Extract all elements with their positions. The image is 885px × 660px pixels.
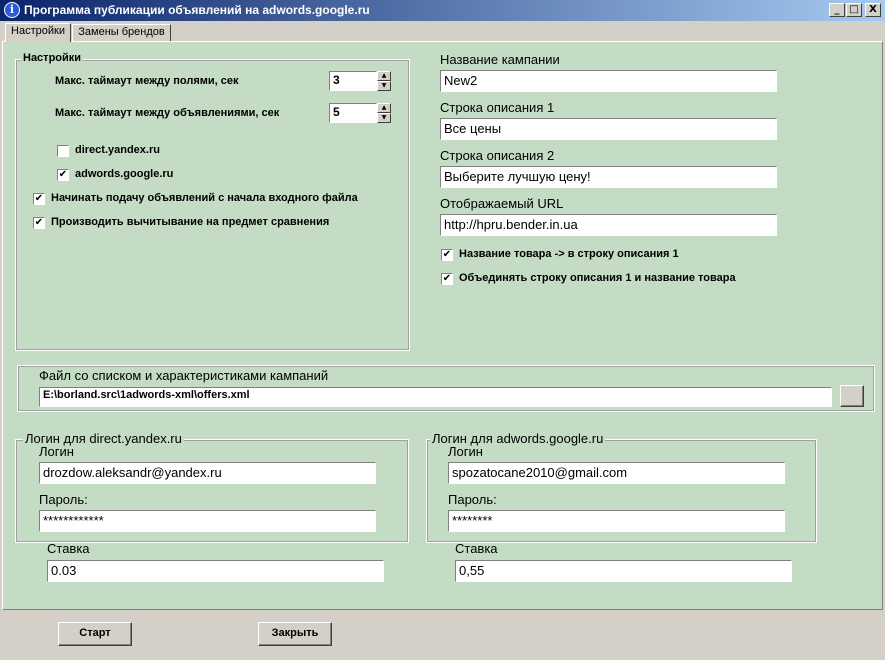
google-login-label: Логин: [448, 444, 483, 459]
timeout-ads-down-button[interactable]: ▼: [377, 113, 391, 123]
campaign-name-label: Название кампании: [440, 52, 560, 67]
google-login-input[interactable]: spozatocane2010@gmail.com: [448, 462, 785, 484]
desc1-input[interactable]: Все цены: [440, 118, 777, 140]
direct-yandex-label: direct.yandex.ru: [75, 144, 160, 156]
minimize-button[interactable]: _: [829, 3, 845, 17]
yandex-login-input[interactable]: drozdow.aleksandr@yandex.ru: [39, 462, 376, 484]
tab-settings-label: Настройки: [11, 25, 65, 37]
timeout-fields-up-button[interactable]: ▲: [377, 71, 391, 81]
google-password-input[interactable]: ********: [448, 510, 785, 532]
yandex-login-label: Логин: [39, 444, 74, 459]
settings-legend: Настройки: [23, 52, 82, 64]
google-login-legend: Логин для adwords.google.ru: [432, 431, 604, 446]
desc1-label: Строка описания 1: [440, 100, 555, 115]
close-button[interactable]: X: [865, 3, 881, 17]
product-to-desc-checkbox[interactable]: ✔: [442, 249, 452, 260]
google-password-label: Пароль:: [448, 492, 497, 507]
timeout-ads-up-button[interactable]: ▲: [377, 103, 391, 113]
maximize-button[interactable]: □: [846, 3, 862, 17]
bid-right-input[interactable]: 0,55: [455, 560, 792, 582]
timeout-fields-label: Макс. таймаут между полями, сек: [55, 75, 239, 87]
info-icon: i: [4, 2, 20, 18]
display-url-label: Отображаемый URL: [440, 196, 564, 211]
subtract-compare-checkbox[interactable]: ✔: [34, 217, 44, 228]
product-to-desc-label: Название товара -> в строку описания 1: [459, 248, 679, 260]
direct-yandex-checkbox[interactable]: [57, 145, 69, 157]
window-title: Программа публикации объявлений на adwords.google.ru: [24, 3, 370, 17]
timeout-ads-input[interactable]: 5: [329, 103, 377, 123]
timeout-fields-input[interactable]: 3: [329, 71, 377, 91]
merge-desc-label: Объединять строку описания 1 и название товара: [459, 272, 736, 284]
yandex-login-legend: Логин для direct.yandex.ru: [25, 431, 182, 446]
adwords-google-checkbox[interactable]: ✔: [58, 169, 68, 180]
browse-file-button[interactable]: [840, 385, 864, 407]
bid-right-label: Ставка: [455, 541, 498, 556]
bid-left-input[interactable]: 0.03: [47, 560, 384, 582]
tab-brand-replacements[interactable]: [72, 24, 171, 42]
timeout-ads-label: Макс. таймаут между объявлениями, сек: [55, 107, 280, 119]
settings-page: [2, 41, 883, 610]
campaign-name-input[interactable]: New2: [440, 70, 777, 92]
tab-settings[interactable]: [5, 23, 71, 42]
file-legend: Файл со списком и характеристиками кампаний: [39, 368, 329, 383]
timeout-fields-down-button[interactable]: ▼: [377, 81, 391, 91]
merge-desc-checkbox[interactable]: ✔: [442, 273, 452, 284]
start-from-begin-checkbox[interactable]: ✔: [34, 193, 44, 204]
yandex-password-label: Пароль:: [39, 492, 88, 507]
desc2-label: Строка описания 2: [440, 148, 555, 163]
desc2-input[interactable]: Выберите лучшую цену!: [440, 166, 777, 188]
close-dialog-button[interactable]: Закрыть: [258, 622, 332, 646]
yandex-password-input[interactable]: ************: [39, 510, 376, 532]
file-path-input[interactable]: E:\borland.src\1adwords-xml\offers.xml: [39, 387, 832, 407]
subtract-compare-label: Производить вычитывание на предмет сравнения: [51, 216, 330, 228]
bid-left-label: Ставка: [47, 541, 90, 556]
start-from-begin-label: Начинать подачу объявлений с начала входного файла: [51, 192, 358, 204]
tab-brand-replacements-label: Замены брендов: [78, 26, 165, 38]
adwords-google-label: adwords.google.ru: [75, 168, 174, 180]
title-bar[interactable]: [0, 0, 885, 21]
start-button[interactable]: Старт: [58, 622, 132, 646]
display-url-input[interactable]: http://hpru.bender.in.ua: [440, 214, 777, 236]
